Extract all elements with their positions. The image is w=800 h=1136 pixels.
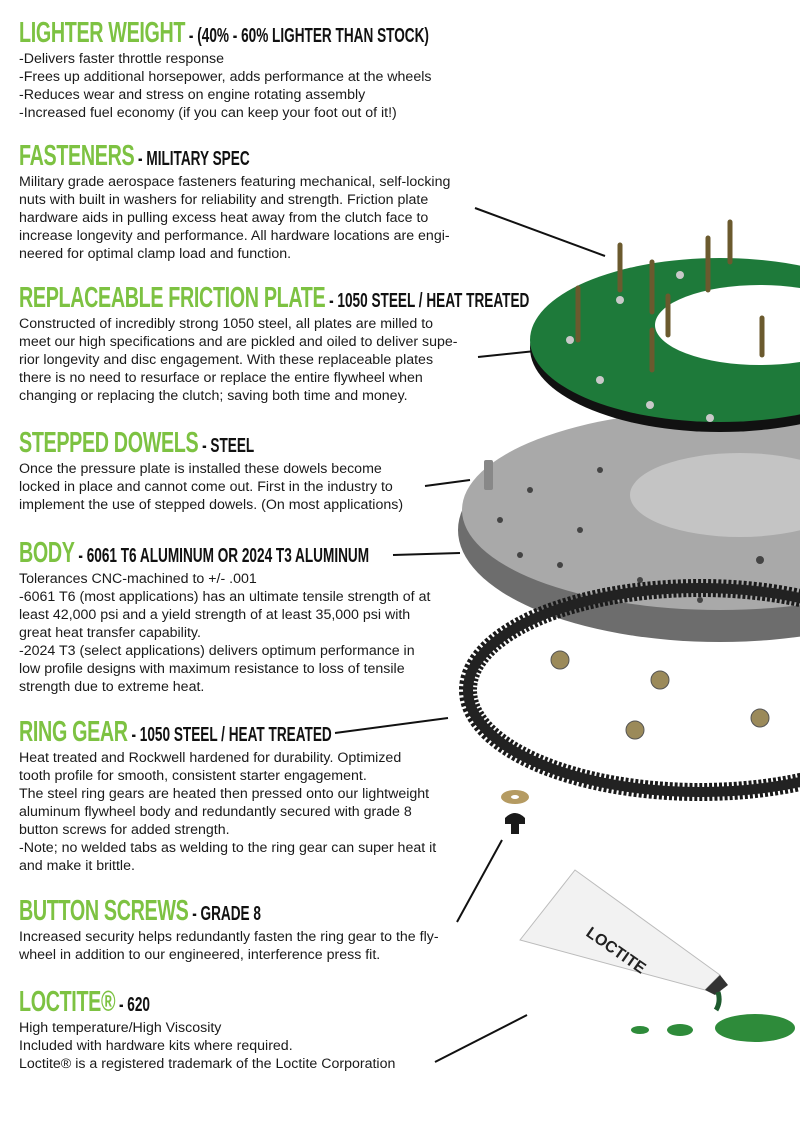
section-title: BODY <box>19 537 75 569</box>
section-button-screws <box>19 896 489 964</box>
body-line: The steel ring gears are heated then pressed onto our lightweight <box>19 786 430 802</box>
section-subtitle: - MILITARY SPEC <box>134 148 250 170</box>
body-line: implement the use of stepped dowels. (On most applications) <box>19 497 404 513</box>
flywheel-body <box>458 410 800 642</box>
section-loctite <box>19 987 489 1073</box>
section-subtitle: - 1050 STEEL / HEAT TREATED <box>325 290 530 312</box>
body-line: strength due to extreme heat. <box>19 679 205 695</box>
section-body <box>19 173 489 263</box>
section-title: RING GEAR <box>19 716 128 748</box>
body-line: changing or replacing the clutch; saving both time and money. <box>19 388 408 404</box>
section-body <box>19 315 489 405</box>
body-line: locked in place and cannot come out. First in the industry to <box>19 479 393 495</box>
body-line: increase longevity and performance. All hardware locations are engi- <box>19 228 450 244</box>
section-title: FASTENERS <box>19 140 135 172</box>
section-fasteners <box>19 141 489 263</box>
svg-text:LOCTITE: LOCTITE <box>582 924 649 978</box>
section-body <box>19 928 489 964</box>
body-line: -Note; no welded tabs as welding to the ring gear can super heat it <box>19 840 437 856</box>
body-line: Included with hardware kits where required. <box>19 1038 293 1054</box>
section-title: LIGHTER WEIGHT <box>19 17 186 49</box>
section-subtitle: - 6061 T6 ALUMINUM OR 2024 T3 ALUMINUM <box>74 545 370 567</box>
body-line: -Frees up additional horsepower, adds performance at the wheels <box>19 69 432 85</box>
body-line: great heat transfer capability. <box>19 625 201 641</box>
section-title: STEPPED DOWELS <box>19 427 199 459</box>
body-line: hardware aids in pulling excess heat away from the clutch face to <box>19 210 429 226</box>
section-title: REPLACEABLE FRICTION PLATE <box>19 282 326 314</box>
section-lighter-weight <box>19 18 489 122</box>
section-body-material <box>19 538 489 696</box>
section-subtitle: - 1050 STEEL / HEAT TREATED <box>127 724 332 746</box>
nut-icons <box>551 651 769 739</box>
body-line: Once the pressure plate is installed these dowels become <box>19 461 382 477</box>
body-line: aluminum flywheel body and redundantly secured with grade 8 <box>19 804 412 820</box>
body-line: -Increased fuel economy (if you can keep your foot out of it!) <box>19 105 397 121</box>
section-body <box>19 50 489 122</box>
body-line: least 42,000 psi and a yield strength of at least 35,000 psi with <box>19 607 411 623</box>
body-line: Heat treated and Rockwell hardened for durability. Optimized <box>19 750 402 766</box>
section-body <box>19 1019 489 1073</box>
body-line: -Reduces wear and stress on engine rotating assembly <box>19 87 366 103</box>
body-line: meet our high specifications and are pickled and oiled to deliver supe- <box>19 334 458 350</box>
body-line: rior longevity and disc engagement. With these replaceable plates <box>19 352 434 368</box>
body-line: there is no need to resurface or replace the entire flywheel when <box>19 370 423 386</box>
section-title: LOCTITE® <box>19 986 116 1018</box>
body-line: button screws for added strength. <box>19 822 230 838</box>
body-line: tooth profile for smooth, consistent starter engagement. <box>19 768 367 784</box>
body-line: High temperature/High Viscosity <box>19 1020 222 1036</box>
section-stepped-dowels <box>19 428 489 514</box>
body-line: neered for optimal clamp load and function. <box>19 246 292 262</box>
body-line: -2024 T3 (select applications) delivers optimum performance in <box>19 643 415 659</box>
section-body <box>19 460 489 514</box>
section-friction-plate <box>19 282 530 405</box>
section-subtitle: - 620 <box>115 994 150 1016</box>
loctite-tube <box>520 870 728 1010</box>
body-line: low profile designs with maximum resistance to loss of tensile <box>19 661 405 677</box>
body-line: Loctite® is a registered trademark of the Loctite Corporation <box>19 1056 396 1072</box>
section-subtitle: - GRADE 8 <box>188 903 261 925</box>
body-line: -6061 T6 (most applications) has an ultimate tensile strength of at <box>19 589 431 605</box>
section-subtitle: - (40% - 60% LIGHTER THAN STOCK) <box>185 25 429 47</box>
section-ring-gear <box>19 717 489 875</box>
body-line: Constructed of incredibly strong 1050 steel, all plates are milled to <box>19 316 434 332</box>
body-line: and make it brittle. <box>19 858 135 874</box>
body-line: nuts with built in washers for reliability and strength. Friction plate <box>19 192 429 208</box>
section-title: BUTTON SCREWS <box>19 895 189 927</box>
button-screw-icon <box>505 813 525 834</box>
body-line: wheel in addition to our engineered, interference press fit. <box>19 947 381 963</box>
section-subtitle: - STEEL <box>198 435 255 457</box>
loctite-drops <box>631 1014 795 1042</box>
body-line: -Delivers faster throttle response <box>19 51 225 67</box>
section-body <box>19 749 489 875</box>
body-line: Tolerances CNC-machined to +/- .001 <box>19 571 257 587</box>
body-line: Increased security helps redundantly fasten the ring gear to the fly- <box>19 929 439 945</box>
body-line: Military grade aerospace fasteners featuring mechanical, self-locking <box>19 174 451 190</box>
section-body <box>19 570 489 696</box>
